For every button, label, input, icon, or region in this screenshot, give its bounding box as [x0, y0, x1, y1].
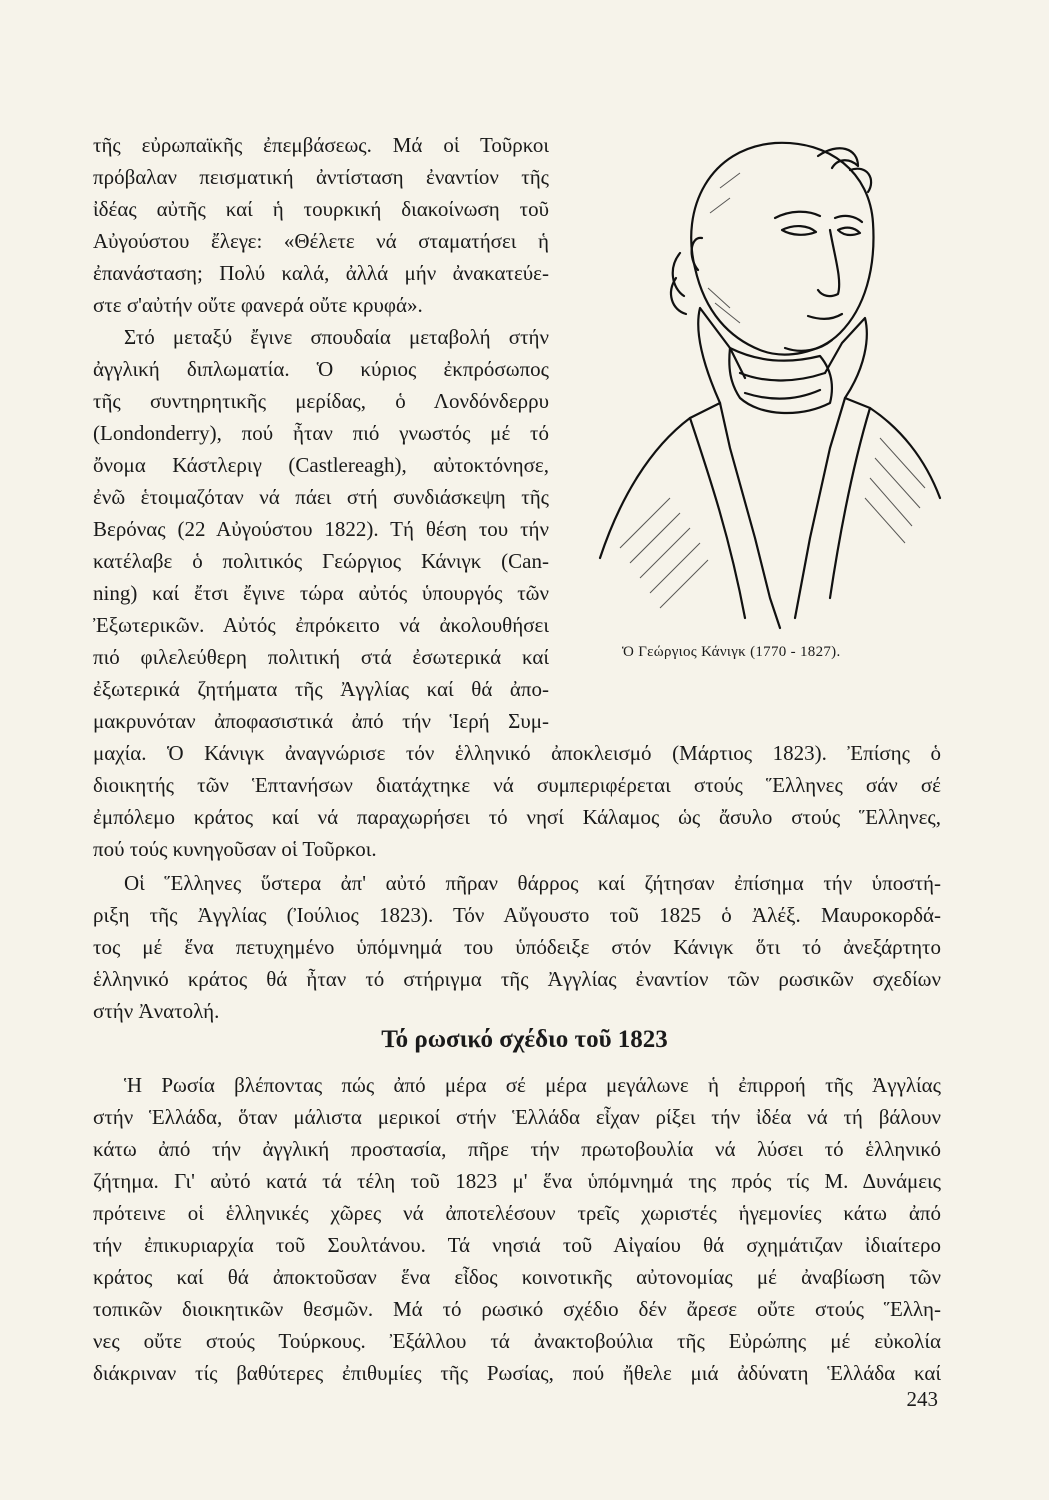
text-line: μαχία. Ὁ Κάνιγκ ἀναγνώρισε τόν ἑλληνικό ἀποκλεισμό (Μάρτιος 1823). Ἐπίσης ὁ	[93, 741, 941, 765]
text-line: τος μέ ἕνα πετυχημένο ὑπόμνημά του ὑπόδειξε στόν Κάνιγκ ὅτι τό ἀνεξάρτητο	[93, 935, 941, 959]
page-number: 243	[906, 1387, 938, 1411]
text-line: Αὐγούστου ἔλεγε: «Θέλετε νά σταματήσει ἡ	[93, 229, 549, 253]
text-line: διοικητής τῶν Ἑπτανήσων διατάχτηκε νά συμπεριφέρεται στούς Ἕλληνες σάν σέ	[93, 773, 941, 797]
text-line: ἐξωτερικά ζητήματα τῆς Ἀγγλίας καί θά ἀπο-	[93, 677, 549, 701]
text-line: μακρυνόταν ἀποφασιστικά ἀπό τήν Ἱερή Συμ-	[93, 709, 549, 733]
text-line: διάκριναν τίς βαθύτερες ἐπιθυμίες τῆς Ρωσίας, πού ἤθελε μιά ἀδύνατη Ἑλλάδα καί	[93, 1361, 941, 1385]
text-line: κάτω ἀπό τήν ἀγγλική προστασία, πῆρε τήν πρωτοβουλία νά λύσει τό ἑλληνικό	[93, 1137, 941, 1161]
text-line: πιό φιλελεύθερη πολιτική στά ἐσωτερικά καί	[93, 645, 549, 669]
text-line: (Londonderry), πού ἦταν πιό γνωστός μέ τό	[93, 421, 549, 445]
text-line: Ἡ Ρωσία βλέποντας πώς ἀπό μέρα σέ μέρα μεγάλωνε ἡ ἐπιρροή τῆς Ἀγγλίας	[124, 1073, 941, 1097]
text-line: πρόβαλαν πεισματική ἀντίσταση ἐναντίον τῆς	[93, 165, 549, 189]
text-line: ἐπανάσταση; Πολύ καλά, ἀλλά μήν ἀνακατεύε-	[93, 261, 549, 285]
text-line: ἀγγλική διπλωματία. Ὁ κύριος ἐκπρόσωπος	[93, 357, 549, 381]
text-line: στήν Ἀνατολή.	[93, 999, 220, 1023]
text-line: ριξη τῆς Ἀγγλίας (Ἰούλιος 1823). Τόν Αὔγουστο τοῦ 1825 ὁ Ἀλέξ. Μαυροκορδά-	[93, 903, 941, 927]
text-line: στήν Ἑλλάδα, ὅταν μάλιστα μερικοί στήν Ἑλλάδα εἶχαν ρίξει τήν ἰδέα νά τή βάλουν	[93, 1105, 941, 1129]
text-line: Βερόνας (22 Αὐγούστου 1822). Τή θέση του τήν	[93, 517, 549, 541]
text-line: πρότεινε οἱ ἑλληνικές χῶρες νά ἀποτελέσουν τρεῖς χωριστές ἡγεμονίες κάτω ἀπό	[93, 1201, 941, 1225]
text-line: ζήτημα. Γι' αὐτό κατά τά τέλη τοῦ 1823 μ' ἕνα ὑπόμνημά της πρός τίς Μ. Δυνάμεις	[93, 1169, 941, 1193]
text-line: ἰδέας αὐτῆς καί ἡ τουρκική διακοίνωση τοῦ	[93, 197, 549, 221]
section-heading: Τό ρωσικό σχέδιο τοῦ 1823	[381, 1026, 668, 1053]
text-line: κράτος καί θά ἀποκτοῦσαν ἕνα εἶδος κοινοτικῆς αὐτονομίας μέ ἀναβίωση τῶν	[93, 1265, 941, 1289]
text-line: ἐνῶ ἑτοιμαζόταν νά πάει στή συνδιάσκεψη τῆς	[93, 485, 549, 509]
text-line: Στό μεταξύ ἔγινε σπουδαία μεταβολή στήν	[124, 325, 549, 349]
text-line: Οἱ Ἕλληνες ὕστερα ἀπ' αὐτό πῆραν θάρρος καί ζήτησαν ἐπίσημα τήν ὑποστή-	[124, 871, 941, 895]
text-line: τῆς συντηρητικῆς μερίδας, ὁ Λονδόνδερρυ	[93, 389, 549, 413]
text-line: πού τούς κυνηγοῦσαν οἱ Τοῦρκοι.	[93, 837, 377, 861]
text-line: νες οὔτε στούς Τούρκους. Ἐξάλλου τά ἀνακτοβούλια τῆς Εὐρώπης μέ εὐκολία	[93, 1329, 941, 1353]
text-line: τῆς εὐρωπαϊκῆς ἐπεμβάσεως. Μά οἱ Τοῦρκοι	[93, 133, 549, 157]
text-line: κατέλαβε ὁ πολιτικός Γεώργιος Κάνιγκ (Can-	[93, 549, 549, 573]
text-line: ἐμπόλεμο κράτος καί νά παραχωρήσει τό νησί Κάλαμος ὡς ἄσυλο στούς Ἕλληνες,	[93, 805, 941, 829]
text-line: τοπικῶν διοικητικῶν θεσμῶν. Μά τό ρωσικό σχέδιο δέν ἄρεσε οὔτε στούς Ἕλλη-	[93, 1297, 941, 1321]
text-line: ning) καί ἔτσι ἔγινε τώρα αὐτός ὑπουργός τῶν	[93, 581, 549, 605]
text-line: στε σ'αὐτήν οὔτε φανερά οὔτε κρυφά».	[93, 293, 423, 317]
text-line: ἑλληνικό κράτος θά ἦταν τό στήριγμα τῆς Ἀγγλίας ἐναντίον τῶν ρωσικῶν σχεδίων	[93, 967, 941, 991]
text-line: Ἐξωτερικῶν. Αὐτός ἐπρόκειτο νά ἀκολουθήσει	[93, 613, 549, 637]
text-line: ὄνομα Κάστλεριγ (Castlereagh), αὐτοκτόνησε,	[93, 453, 549, 477]
text-line: τήν ἐπικυριαρχία τοῦ Σουλτάνου. Τά νησιά τοῦ Αἰγαίου θά σχημάτιζαν ἰδιαίτερο	[93, 1233, 941, 1257]
portrait-caption: Ὁ Γεώργιος Κάνιγκ (1770 - 1827).	[622, 644, 841, 660]
portrait-engraving	[580, 118, 960, 638]
